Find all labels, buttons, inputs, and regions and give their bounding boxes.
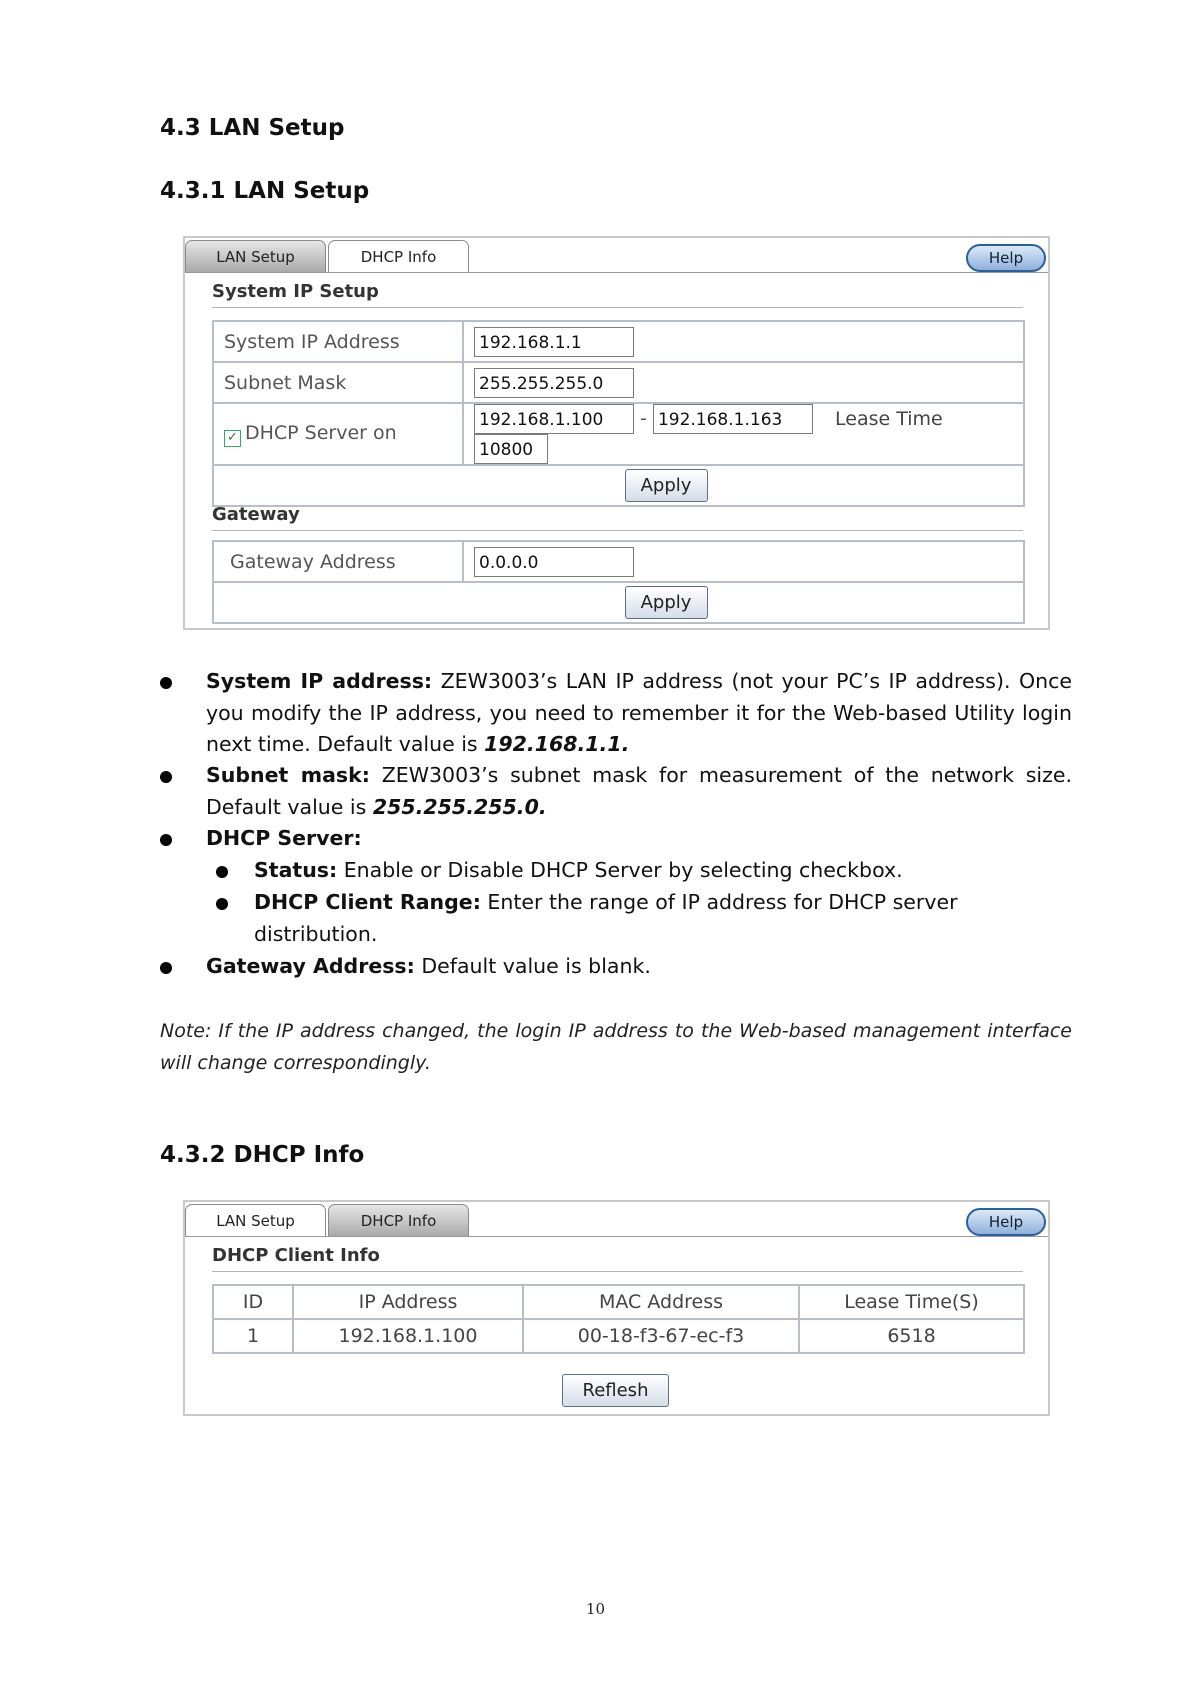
list-item [206,666,1072,761]
mask-label: Subnet Mask [213,362,463,403]
gateway-form [212,540,1025,624]
table-header [213,1285,1024,1319]
dhcp-server-checkbox[interactable]: ✓ [224,430,241,447]
gateway-input[interactable]: 0.0.0.0 [474,547,634,577]
note-text: Note: If the IP address changed, the login IP address to the Web-based management interface will change correspondingly. [160,1020,1072,1074]
apply-button[interactable]: Apply [625,469,708,502]
bullet-icon [216,866,228,878]
list-item [206,760,1072,823]
help-button[interactable]: Help [966,1208,1046,1236]
bullet-icon [216,898,228,910]
dhcp-label: DHCP Server on [245,421,397,444]
range-end-input[interactable]: 192.168.1.163 [653,404,813,434]
table-cell: 00-18-f3-67-ec-f3 [523,1319,799,1353]
column-header: Lease Time(S) [799,1285,1024,1319]
description: ZEW3003’s subnet mask for measurement of the network size. Default value is [206,763,1072,819]
description: Default value is blank. [414,954,651,978]
description: Enter the range of IP address for DHCP server distribution. [254,890,958,946]
table-row [213,1319,1024,1353]
subsection-heading: 4.3.2 DHCP Info [160,1142,365,1168]
lease-time-input[interactable]: 10800 [474,434,548,464]
mask-input[interactable]: 255.255.255.0 [474,368,634,398]
gateway-title: Gateway [212,504,300,525]
apply-row [213,582,1024,623]
tab-lan-setup[interactable]: LAN Setup [185,1204,326,1236]
tab-dhcp-info[interactable]: DHCP Info [328,240,469,272]
column-header: MAC Address [523,1285,799,1319]
term: Gateway Address: [206,954,415,978]
dhcp-client-info-title: DHCP Client Info [212,1245,380,1266]
list-item [254,887,1004,950]
lease-time-label: Lease Time [835,407,943,430]
table-cell: 192.168.1.100 [293,1319,523,1353]
term: System IP address: [206,669,433,693]
column-header: IP Address [293,1285,523,1319]
default-value: 192.168.1.1. [484,732,630,756]
description: ZEW3003’s LAN IP address (not your PC’s IP address). Once you modify the IP address, you need to remember it for the Web-based Utility login next time. Default value is [206,669,1072,756]
tab-lan-setup[interactable]: LAN Setup [185,240,326,272]
dhcp-row-label [213,403,463,465]
range-separator: - [640,407,647,430]
help-button[interactable]: Help [966,244,1046,272]
system-ip-setup-title: System IP Setup [212,281,379,302]
ip-input[interactable]: 192.168.1.1 [474,327,634,357]
table-cell: 6518 [799,1319,1024,1353]
table-cell: 1 [213,1319,293,1353]
bullet-icon [160,834,172,846]
bullet-icon [160,677,172,689]
column-header: ID [213,1285,293,1319]
term: DHCP Server: [206,826,362,850]
dhcp-info-screenshot [183,1200,1050,1416]
system-ip-form [212,320,1025,507]
term: Subnet mask: [206,763,370,787]
description: Enable or Disable DHCP Server by selecting checkbox. [337,858,903,882]
default-value: 255.255.255.0. [372,794,547,819]
list-item [206,951,1072,983]
apply-row [213,465,1024,506]
dhcp-client-table [212,1284,1025,1354]
divider [212,530,1023,531]
term: Status: [254,858,338,882]
page-number: 10 [585,1600,606,1618]
subsection-heading: 4.3.1 LAN Setup [160,178,370,204]
divider [212,307,1023,308]
bullet-icon [160,771,172,783]
gateway-label: Gateway Address [213,541,463,582]
range-start-input[interactable]: 192.168.1.100 [474,404,634,434]
lan-setup-screenshot [183,236,1050,630]
divider [212,1271,1023,1272]
list-item [206,823,1072,855]
tab-dhcp-info[interactable]: DHCP Info [328,1204,469,1236]
bullet-icon [160,962,172,974]
term: DHCP Client Range: [254,890,481,914]
section-heading: 4.3 LAN Setup [160,115,345,141]
ip-label: System IP Address [213,321,463,362]
list-item [254,855,1004,887]
refresh-button[interactable]: Reflesh [562,1374,669,1407]
gateway-apply-button[interactable]: Apply [625,586,708,619]
